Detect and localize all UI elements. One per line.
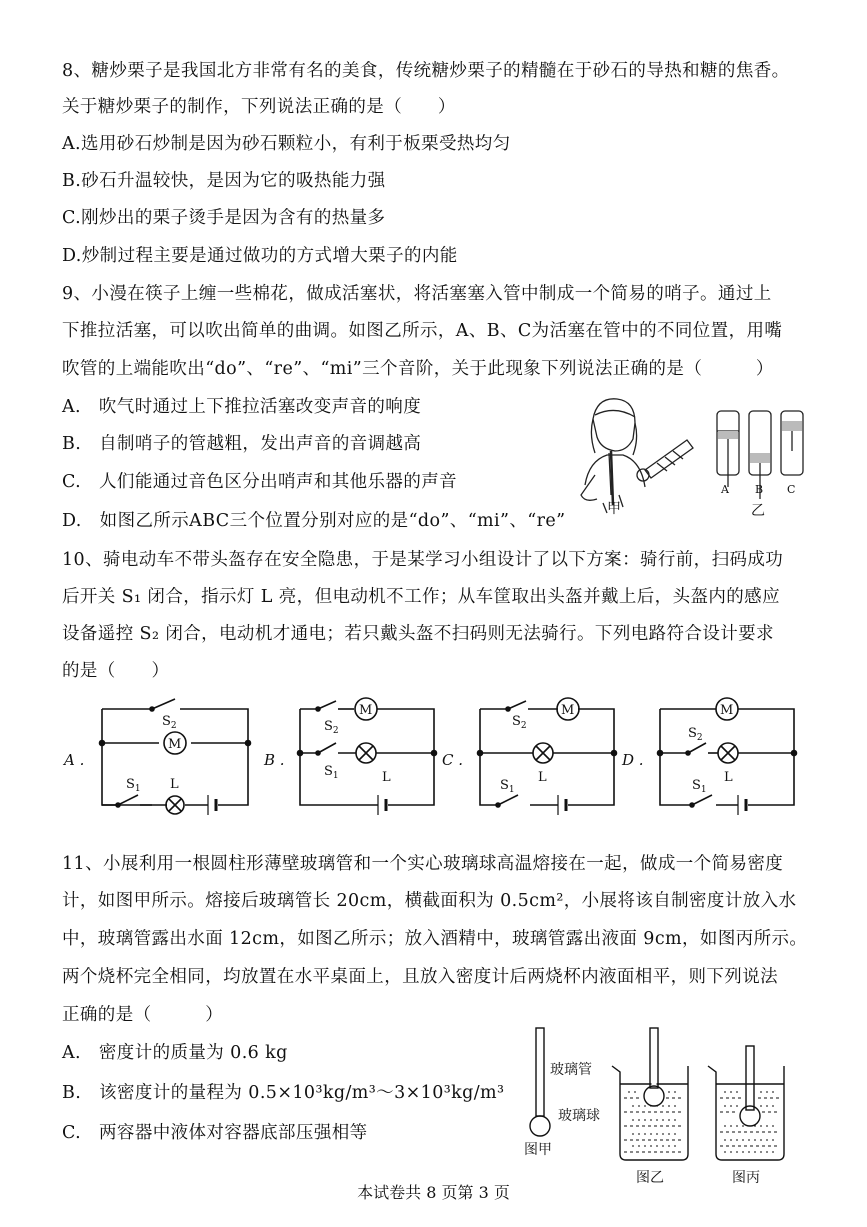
q11-option-a: A. 密度计的质量为 0.6 kg bbox=[62, 1043, 288, 1063]
whistle-tube-illustration bbox=[637, 440, 693, 481]
circuit-a-m: M bbox=[168, 737, 182, 752]
circuit-d-label: D . bbox=[622, 751, 644, 769]
q11-option-b: B. 该密度计的量程为 0.5×10³kg/m³～3×10³kg/m³ bbox=[62, 1083, 505, 1103]
q9-fig-jia-label: 甲 bbox=[607, 501, 621, 517]
q9-stem-line1: 9、小漫在筷子上缠一些棉花，做成活塞状，将活塞塞入管中制成一个简易的哨子。通过上 bbox=[62, 284, 772, 304]
circuit-b-label: B . bbox=[264, 751, 285, 769]
q10-stem-line3: 设备遥控 S₂ 闭合，电动机才通电；若只戴头盔不扫码则无法骑行。下列电路符合设计要求 bbox=[62, 624, 774, 644]
q9-option-b: B. 自制哨子的管越粗，发出声音的音调越高 bbox=[62, 434, 422, 454]
label-ball: 玻璃球 bbox=[558, 1108, 600, 1124]
q11-figure bbox=[520, 1022, 800, 1192]
circuit-c-label: C . bbox=[442, 751, 464, 769]
label-tube: 玻璃管 bbox=[550, 1062, 592, 1078]
tube-label-b: B bbox=[755, 483, 764, 496]
q11-stem-line3: 中，玻璃管露出水面 12cm，如图乙所示；放入酒精中，玻璃管露出液面 9cm，如图丙所示。 bbox=[62, 929, 808, 949]
q9-fig-yi-label: 乙 bbox=[751, 503, 765, 519]
circuit-a-s2: $S_2$ bbox=[162, 714, 177, 731]
tube-position-a bbox=[717, 411, 739, 487]
tube-position-c bbox=[781, 411, 803, 475]
circuit-d-s1: $S_1$ bbox=[692, 778, 707, 795]
beaker-yi bbox=[612, 1028, 688, 1160]
q9-stem-line3: 吹管的上端能吹出“do”、“re”、“mi”三个音阶，关于此现象下列说法正确的是（ ） bbox=[62, 359, 774, 379]
q10-stem-line1: 10、骑电动车不带头盔存在安全隐患，于是某学习小组设计了以下方案：骑行前，扫码成功 bbox=[62, 550, 784, 570]
girl-blowing-whistle-illustration bbox=[581, 399, 645, 513]
circuit-c-s1: $S_1$ bbox=[500, 778, 515, 795]
circuit-c-m: M bbox=[561, 703, 575, 718]
tube-label-c: C bbox=[787, 483, 796, 496]
q9-option-a: A. 吹气时通过上下推拉活塞改变声音的响度 bbox=[62, 397, 422, 417]
q8-option-d: D.炒制过程主要是通过做功的方式增大栗子的内能 bbox=[62, 246, 458, 266]
q11-stem-line2: 计，如图甲所示。熔接后玻璃管长 20cm，横截面积为 0.5cm²，小展将该自制密度计放入水 bbox=[62, 891, 797, 911]
circuit-a-s1: $S_1$ bbox=[126, 777, 141, 794]
q11-option-c: C. 两容器中液体对容器底部压强相等 bbox=[62, 1123, 368, 1143]
circuit-d-m: M bbox=[720, 703, 734, 718]
circuit-d-l: L bbox=[724, 770, 733, 785]
circuit-a bbox=[100, 699, 251, 815]
q8-option-b: B.砂石升温较快，是因为它的吸热能力强 bbox=[62, 171, 386, 191]
circuit-a-l: L bbox=[170, 777, 179, 792]
page-footer: 本试卷共 8 页第 3 页 bbox=[357, 1183, 510, 1202]
circuit-b-m: M bbox=[359, 703, 373, 718]
circuit-a-label: A . bbox=[64, 751, 85, 769]
q11-stem-line4: 两个烧杯完全相同，均放置在水平桌面上，且放入密度计后两烧杯内液面相平，则下列说法 bbox=[62, 967, 778, 987]
q10-circuits-figure bbox=[60, 695, 860, 825]
q9-figure bbox=[575, 395, 845, 535]
tube-label-a: A bbox=[721, 483, 729, 496]
circuit-b-s2: $S_2$ bbox=[324, 719, 339, 736]
fig-jia-caption: 图甲 bbox=[524, 1142, 552, 1158]
fig-yi-caption: 图乙 bbox=[636, 1170, 664, 1186]
q8-option-a: A.选用砂石炒制是因为砂石颗粒小，有利于板栗受热均匀 bbox=[62, 134, 511, 154]
q9-stem-line2: 下推拉活塞，可以吹出简单的曲调。如图乙所示，A、B、C为活塞在管中的不同位置，用嘴 bbox=[62, 321, 783, 341]
q9-option-c: C. 人们能通过音色区分出哨声和其他乐器的声音 bbox=[62, 472, 458, 492]
circuit-c bbox=[478, 698, 617, 815]
q8-stem-line2: 关于糖炒栗子的制作，下列说法正确的是（ ） bbox=[62, 97, 456, 117]
circuit-b-l: L bbox=[382, 770, 391, 785]
q8-option-c: C.刚炒出的栗子烫手是因为含有的热量多 bbox=[62, 208, 386, 228]
q8-stem-line1: 8、糖炒栗子是我国北方非常有名的美食，传统糖炒栗子的精髓在于砂石的导热和糖的焦香。 bbox=[62, 61, 790, 81]
circuit-b-s1: $S_1$ bbox=[324, 764, 339, 781]
q10-stem-line2: 后开关 S₁ 闭合，指示灯 L 亮，但电动机不工作；从车筐取出头盔并戴上后，头盔内的感应 bbox=[62, 587, 780, 607]
q10-stem-line4: 的是（ ） bbox=[62, 661, 170, 681]
circuit-c-l: L bbox=[538, 770, 547, 785]
q11-stem-line1: 11、小展利用一根圆柱形薄壁玻璃管和一个实心玻璃球高温熔接在一起，做成一个简易密度 bbox=[62, 854, 784, 874]
circuit-c-s2: $S_2$ bbox=[512, 714, 527, 731]
q11-stem-line5: 正确的是（ ） bbox=[62, 1005, 224, 1025]
q9-option-d: D. 如图乙所示ABC三个位置分别对应的是“do”、“mi”、“re” bbox=[62, 511, 566, 531]
fig-bing-caption: 图丙 bbox=[732, 1170, 760, 1186]
beaker-bing bbox=[708, 1046, 784, 1160]
hydrometer-jia bbox=[530, 1028, 550, 1136]
circuit-d-s2: $S_2$ bbox=[688, 726, 703, 743]
